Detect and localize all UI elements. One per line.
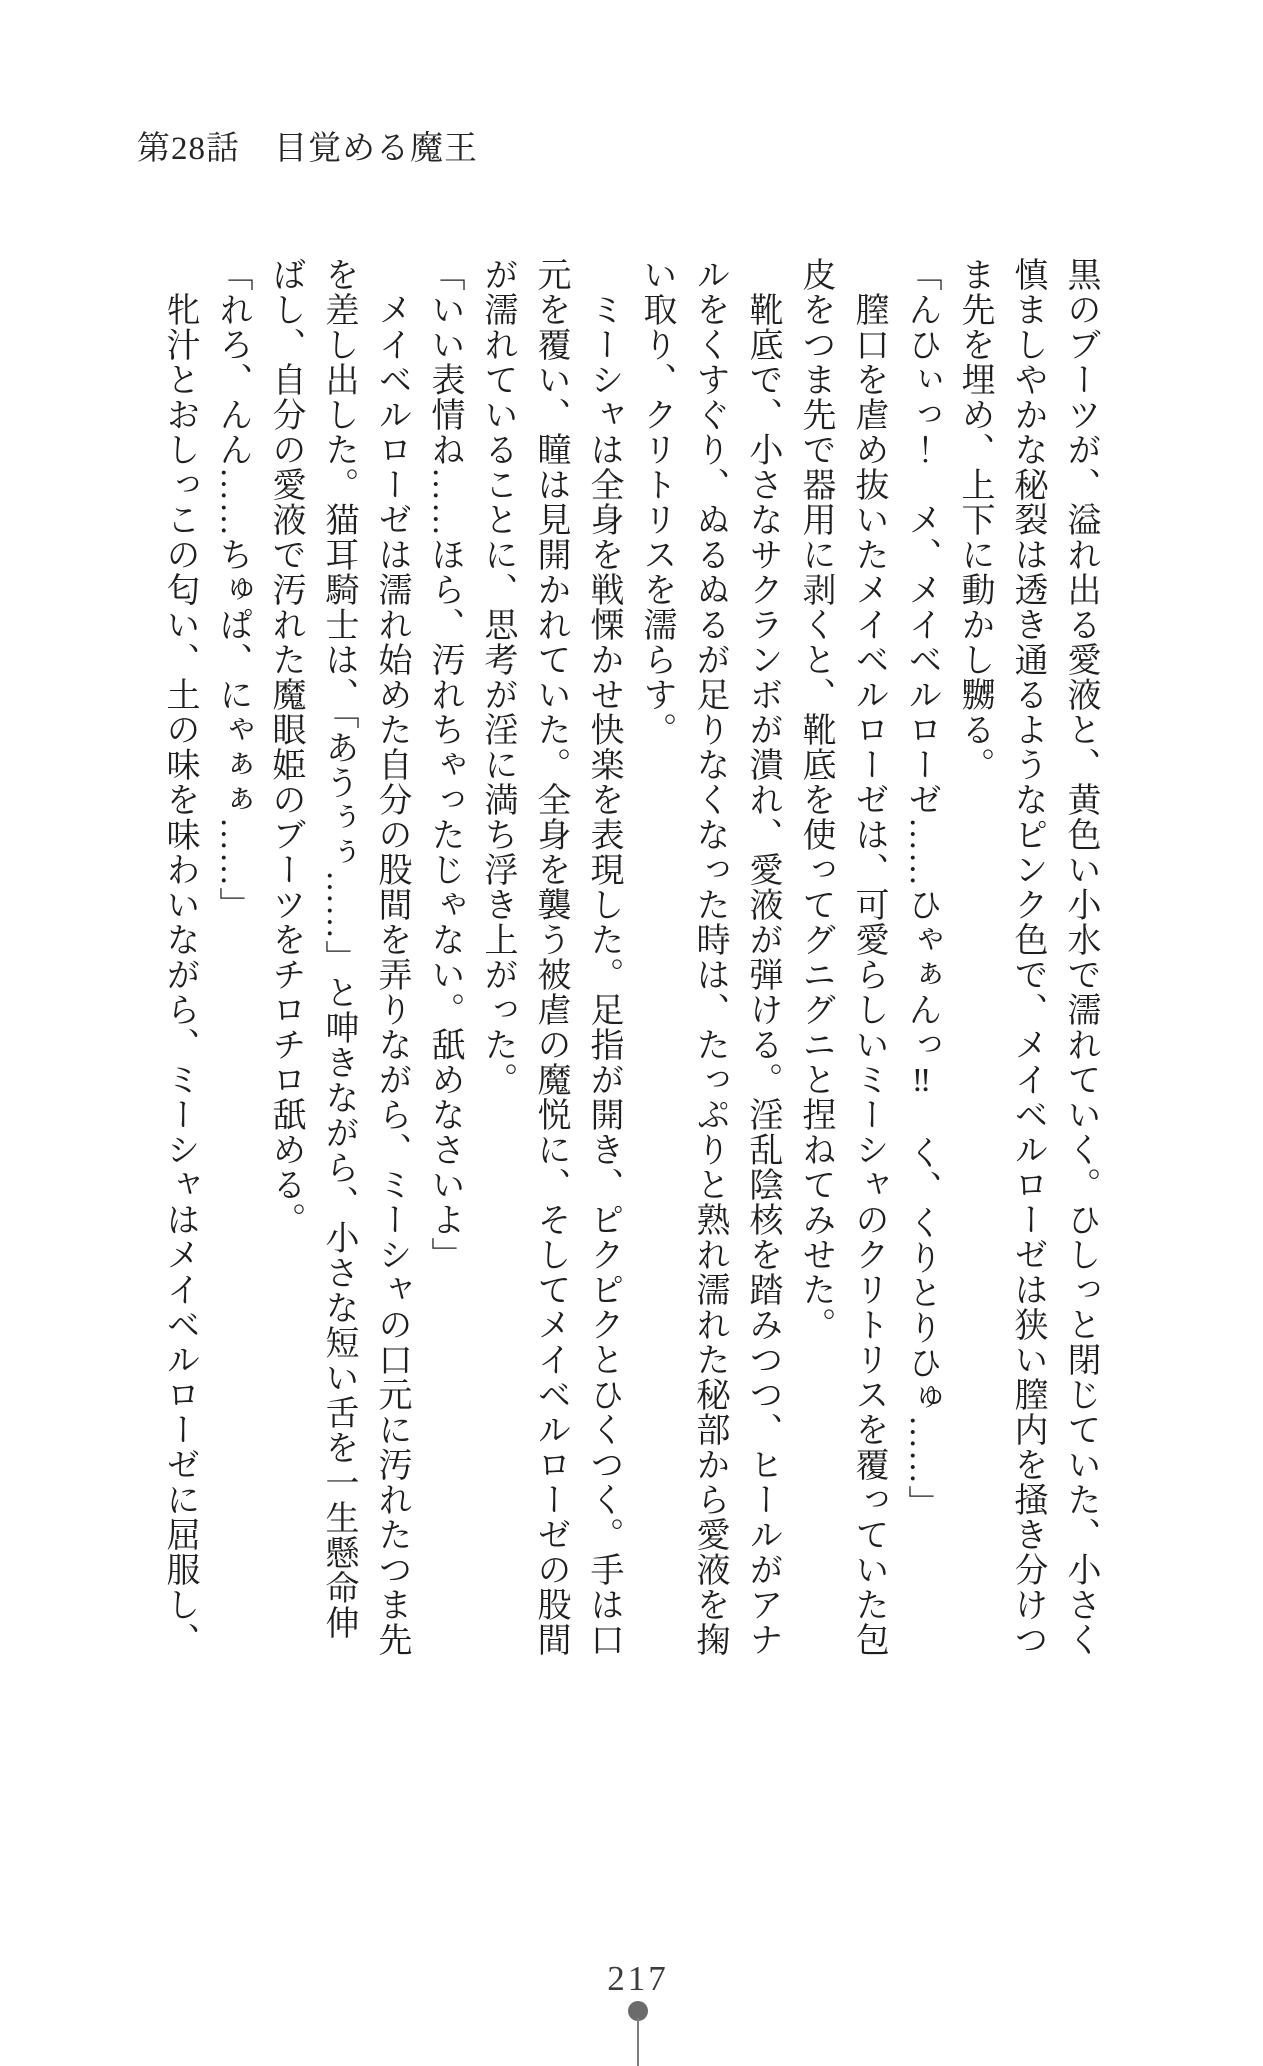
text-column: を差し出した。猫耳騎士は、「あうぅぅ……」と呻きながら、小さな短い舌を一生懸命伸 (320, 257, 357, 1640)
text-column: 牝汁とおしっこの匂い、土の味を味わいながら、ミーシャはメイベルローゼに屈服し、 (161, 257, 198, 1657)
text-column: 膣口を虐め抜いたメイベルローゼは、可愛らしいミーシャのクリトリスを覆っていた包 (850, 257, 887, 1657)
text-column: 黒のブーツが、溢れ出る愛液と、黄色い小水で濡れていく。ひしっと閉じていた、小さく (1062, 257, 1099, 1657)
novel-text-block (153, 257, 1107, 1665)
text-column: ミーシャは全身を戦慄かせ快楽を表現した。足指が開き、ピクピクとひくつく。手は口 (585, 257, 622, 1657)
text-column: 元を覆い、瞳は見開かれていた。全身を襲う被虐の魔悦に、そしてメイベルローゼの股間 (532, 257, 569, 1657)
text-column: ばし、自分の愛液で汚れた魔眼姫のブーツをチロチロ舐める。 (267, 257, 304, 1237)
text-column: ま先を埋め、上下に動かし嬲る。 (956, 257, 993, 782)
text-column: い取り、クリトリスを濡らす。 (638, 257, 675, 747)
text-column: ルをくすぐり、ぬるぬるが足りなくなった時は、たっぷりと熟れ濡れた秘部から愛液を掬 (691, 257, 728, 1657)
page-number: 217 (607, 1959, 669, 1998)
progress-marker-line (637, 2018, 639, 2066)
text-column: 皮をつま先で器用に剥くと、靴底を使ってグニグニと捏ねてみせた。 (797, 257, 834, 1342)
text-column: 慎ましやかな秘裂は透き通るようなピンク色で、メイベルローゼは狭い膣内を掻き分けつ (1009, 257, 1046, 1657)
text-column: メイベルローゼは濡れ始めた自分の股間を弄りながら、ミーシャの口元に汚れたつま先 (373, 257, 410, 1657)
text-column: が濡れていることに、思考が淫に満ち浮き上がった。 (479, 257, 516, 1097)
text-column: 靴底で、小さなサクランボが潰れ、愛液が弾ける。淫乱陰核を踏みつつ、ヒールがアナ (744, 257, 781, 1657)
chapter-header: 第28話 目覚める魔王 (137, 131, 478, 167)
text-column: 「れろ、んん……ちゅぱ、にゃぁぁ……」 (214, 257, 251, 922)
text-column: 「いい表情ね……ほら、汚れちゃったじゃない。舐めなさいよ」 (426, 257, 463, 1272)
text-column: 「んひぃっ！ メ、メイベルローゼ……ひゃぁんっ‼ く、くりとりひゅ……」 (903, 257, 940, 1520)
